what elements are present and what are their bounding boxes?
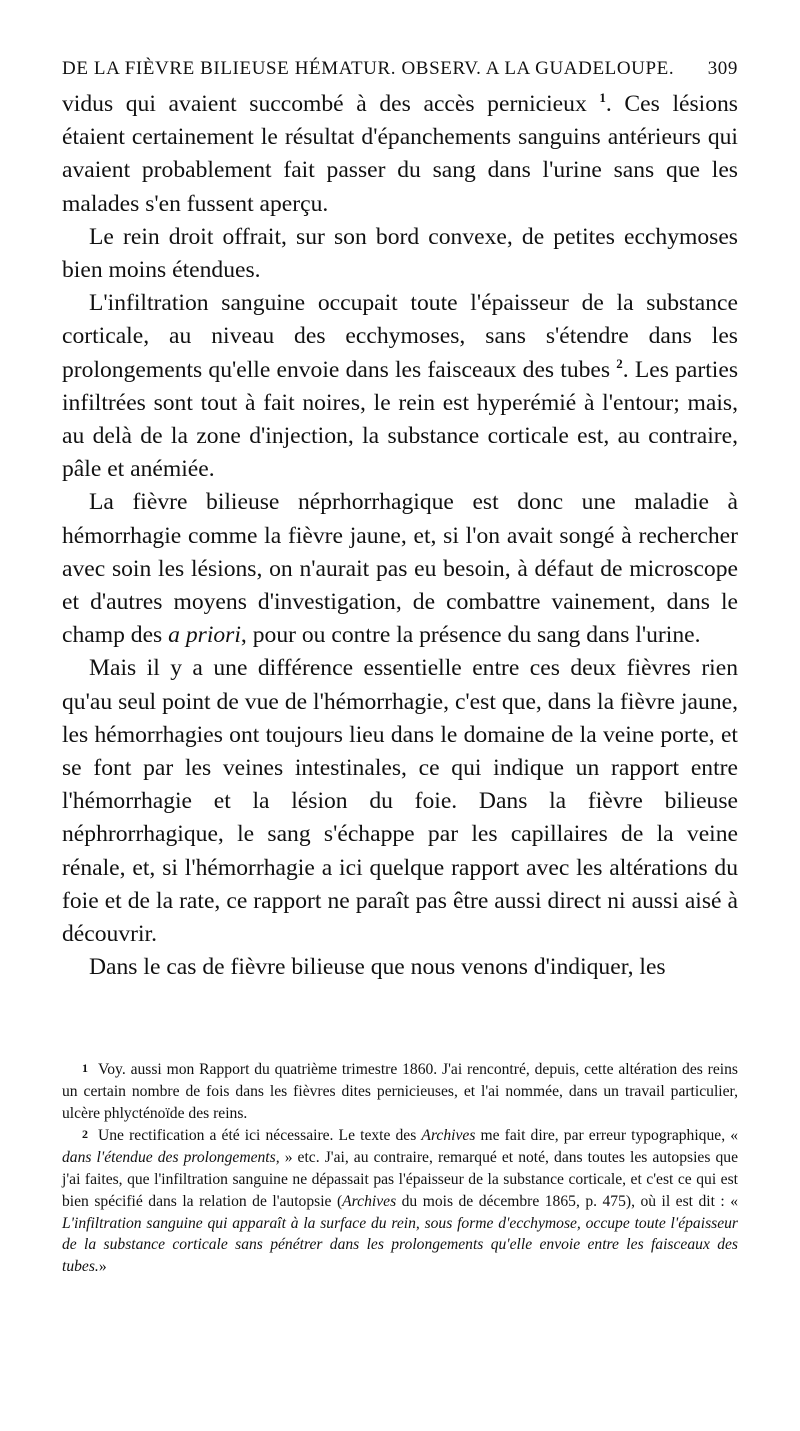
footnote-ref[interactable]: 2 (616, 355, 623, 371)
footnote: 2 Une rectification a été ici nécessaire. Le texte des Archives me fait dire, par erreur typographique, « dans l'étendue des prolongements, » etc. J'ai, au contraire, remarqué et noté, dans toutes les autopsies que j'ai faites, que l'infiltration sanguine ne dépassait pas l'épaisseur de la substance corticale, et c'est ce qui est bien spécifié dans la relation de l'autopsie (Archives du mois de décembre 1865, p. 475), où il est dit : « L'infiltration sanguine qui apparaît à la surface du rein, sous forme d'ecchymose, occupe toute l'épaisseur de la substance corticale sans pénétrer dans les prolongements qu'elle envoie entre les faisceaux des tubes.» (62, 1127, 738, 1276)
paragraph: La fièvre bilieuse néprhorrhagique est donc une maladie à hémorrhagie comme la fièvre jaune, et, si l'on avait songé à rechercher avec soin les lésions, on n'aurait pas eu besoin, à défaut de microscope et d'autres moyens d'investigation, de combattre vainement, dans le champ des a priori, pour ou contre la présence du sang dans l'urine. (62, 489, 738, 649)
running-title: DE LA FIÈVRE BILIEUSE HÉMATUR. OBSERV. A LA GUADELOUPE. (62, 58, 675, 79)
paragraph: vidus qui avaient succombé à des accès pernicieux $^1$. Ces lésions étaient certainement le résultat d'épanchements sanguins antérieurs qui avaient probablement fait passer du sang dans l'urine sans que les malades s'en fussent aperçu. (62, 90, 738, 217)
footnote-mark: 1 (82, 1061, 88, 1075)
running-header (62, 58, 738, 84)
footnote: 1 Voy. aussi mon Rapport du quatrième trimestre 1860. J'ai rencontré, depuis, cette altération des reins un certain nombre de fois dans les fièvres dites pernicieuses, et l'ai nommée, dans un travail particulier, ulcère phlycténoïde des reins. (62, 1061, 738, 1122)
page-number: 309 (707, 58, 738, 79)
paragraph: L'infiltration sanguine occupait toute l'épaisseur de la substance corticale, au niveau des ecchymoses, sans s'étendre dans les prolongements qu'elle envoie dans les faisceaux des tubes $^2$. Les parties infiltrées sont tout à fait noires, le rein est hyperémié à l'entour; mais, au delà de la zone d'injection, la substance corticale est, au contraire, pâle et anémiée. (62, 290, 739, 483)
paragraph: Le rein droit offrait, sur son bord convexe, de petites ecchymoses bien moins étendues. (62, 223, 738, 284)
footnotes (62, 1058, 738, 1278)
emphasis: a priori (168, 622, 241, 649)
paragraph: Mais il y a une différence essentielle entre ces deux fièvres rien qu'au seul point de vue de l'hémorrhagie, c'est que, dans la fièvre jaune, les hémorrhagies ont toujours lieu dans le domaine de la veine porte, et se font par les veines intestinales, ce qui indique un rapport entre l'hémorrhagie et la lésion du foie. Dans la fièvre bilieuse néphrorrhagique, le sang s'échappe par les capillaires de la veine rénale, et, si l'hémorrhagie a ici quelque rapport avec les altérations du foie et de la rate, ce rapport ne paraît pas être aussi direct ni aussi aisé à découvrir. (62, 655, 738, 948)
footnote-mark: 2 (82, 1127, 88, 1142)
main-text (62, 88, 738, 984)
paragraph: Dans le cas de fièvre bilieuse que nous venons d'indiquer, les (89, 954, 666, 981)
footnote-ref[interactable]: 1 (599, 90, 606, 105)
